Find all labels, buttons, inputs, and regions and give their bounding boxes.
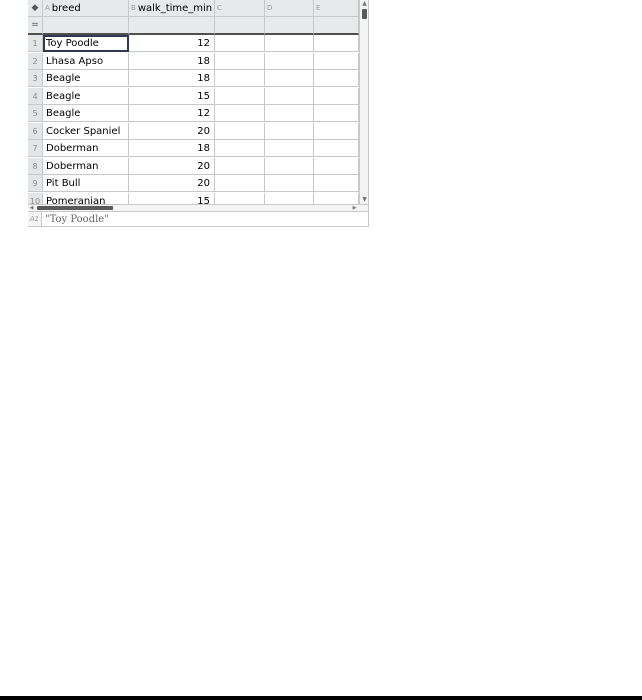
column-header-e[interactable]: E — [314, 0, 359, 17]
scroll-left-arrow-icon[interactable]: ◀ — [29, 205, 34, 211]
row-number: 8 — [28, 158, 43, 175]
cell-e[interactable] — [314, 35, 359, 52]
cell-c[interactable] — [215, 105, 265, 122]
entry-line[interactable] — [28, 211, 368, 227]
cell-d[interactable] — [265, 35, 314, 52]
cell-c[interactable] — [215, 35, 265, 52]
cell-c[interactable] — [215, 140, 265, 157]
cell-d[interactable] — [265, 53, 314, 70]
cell-walk-time-min[interactable]: 18 — [129, 140, 215, 157]
formula-cell-a[interactable] — [43, 17, 129, 35]
cell-e[interactable] — [314, 70, 359, 87]
select-all-corner[interactable] — [28, 0, 43, 17]
cell-breed[interactable]: Beagle — [43, 88, 129, 105]
cell-d[interactable] — [265, 158, 314, 175]
cell-e[interactable] — [314, 158, 359, 175]
table-row — [28, 175, 359, 192]
cell-walk-time-min[interactable]: 20 — [129, 158, 215, 175]
cell-e[interactable] — [314, 105, 359, 122]
horizontal-scrollbar[interactable] — [28, 204, 368, 211]
cell-d[interactable] — [265, 88, 314, 105]
table-row — [28, 53, 359, 70]
cell-breed[interactable]: Doberman — [43, 140, 129, 157]
row-number: 10 — [28, 193, 43, 205]
row-number: 6 — [28, 123, 43, 140]
formula-cell-c[interactable] — [215, 17, 265, 35]
row-number: 7 — [28, 140, 43, 157]
cell-d[interactable] — [265, 123, 314, 140]
cell-breed[interactable]: Pomeranian — [43, 193, 129, 205]
table-row — [28, 105, 359, 122]
scroll-right-arrow-icon[interactable]: ▶ — [352, 205, 357, 211]
cell-walk-time-min[interactable]: 15 — [129, 88, 215, 105]
formula-row — [28, 17, 359, 34]
column-header-c[interactable]: C — [215, 0, 265, 17]
diamond-icon: ◆ — [31, 3, 39, 13]
column-name-a[interactable]: breed — [51, 3, 81, 14]
cell-walk-time-min[interactable]: 15 — [129, 193, 215, 205]
cell-breed[interactable]: Pit Bull — [43, 175, 129, 192]
cell-walk-time-min[interactable]: 20 — [129, 123, 215, 140]
table-row — [28, 123, 359, 140]
horizontal-scroll-thumb[interactable] — [37, 206, 113, 210]
row-number: 9 — [28, 175, 43, 192]
cell-e[interactable] — [314, 53, 359, 70]
cell-walk-time-min[interactable]: 12 — [129, 35, 215, 52]
bottom-border — [0, 696, 642, 700]
table-row — [28, 193, 359, 205]
cell-d[interactable] — [265, 70, 314, 87]
cell-d[interactable] — [265, 140, 314, 157]
scroll-down-arrow-icon[interactable]: ▼ — [362, 196, 367, 203]
cell-c[interactable] — [215, 193, 265, 205]
table-row — [28, 88, 359, 105]
row-number: 5 — [28, 105, 43, 122]
cell-breed[interactable]: Cocker Spaniel — [43, 123, 129, 140]
vertical-scroll-thumb[interactable] — [362, 9, 367, 19]
formula-cell-e[interactable] — [314, 17, 359, 35]
cell-e[interactable] — [314, 88, 359, 105]
cell-c[interactable] — [215, 70, 265, 87]
cell-breed[interactable]: Beagle — [43, 70, 129, 87]
scroll-up-arrow-icon[interactable]: ▲ — [362, 0, 367, 7]
row-number: 1 — [28, 35, 43, 52]
cell-breed[interactable]: Doberman — [43, 158, 129, 175]
cell-e[interactable] — [314, 123, 359, 140]
formula-row-label: = — [28, 17, 43, 35]
cell-c[interactable] — [215, 158, 265, 175]
column-name-b[interactable]: walk_time_min — [137, 3, 213, 14]
cell-breed[interactable]: Lhasa Apso — [43, 53, 129, 70]
vertical-scrollbar[interactable] — [359, 0, 369, 204]
cell-d[interactable] — [265, 175, 314, 192]
row-number: 2 — [28, 53, 43, 70]
table-row — [28, 35, 359, 52]
table-row — [28, 158, 359, 175]
cell-c[interactable] — [215, 175, 265, 192]
column-header-b[interactable]: $^B$ walk_time_min — [129, 0, 215, 17]
column-header-d[interactable]: D — [265, 0, 314, 17]
column-header-row — [28, 0, 359, 17]
cell-c[interactable] — [215, 123, 265, 140]
column-header-a[interactable]: $^A$ breed — [43, 0, 129, 17]
table-row — [28, 70, 359, 87]
cell-c[interactable] — [215, 88, 265, 105]
cell-e[interactable] — [314, 140, 359, 157]
entry-value[interactable]: "Toy Poodle" — [45, 214, 109, 225]
cell-reference: A1 — [28, 212, 42, 227]
cell-breed[interactable]: Beagle — [43, 105, 129, 122]
formula-cell-b[interactable] — [129, 17, 215, 35]
cell-d[interactable] — [265, 193, 314, 205]
spreadsheet-grid — [28, 0, 359, 204]
cell-c[interactable] — [215, 53, 265, 70]
cell-walk-time-min[interactable]: 20 — [129, 175, 215, 192]
cell-walk-time-min[interactable]: 18 — [129, 53, 215, 70]
row-number: 3 — [28, 70, 43, 87]
table-row — [28, 140, 359, 157]
cell-e[interactable] — [314, 193, 359, 205]
cell-e[interactable] — [314, 175, 359, 192]
spreadsheet — [28, 0, 369, 227]
cell-walk-time-min[interactable]: 12 — [129, 105, 215, 122]
row-number: 4 — [28, 88, 43, 105]
cell-walk-time-min[interactable]: 18 — [129, 70, 215, 87]
cell-d[interactable] — [265, 105, 314, 122]
formula-cell-d[interactable] — [265, 17, 314, 35]
cell-breed[interactable]: Toy Poodle — [43, 35, 129, 52]
